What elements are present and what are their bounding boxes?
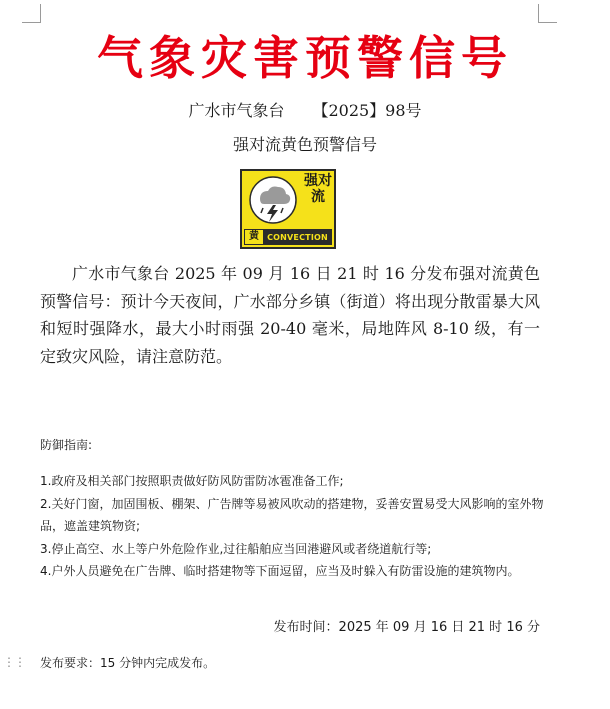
guide-item: 2.关好门窗，加固围板、棚架、广告牌等易被风吹动的搭建物，妥善安置易受大风影响的室外物品，遮盖建筑物资; [40,496,544,533]
drag-handle-icon[interactable]: ⋮⋮ [3,655,25,669]
release-time: 发布时间：2025 年 09 月 16 日 21 时 16 分 [273,620,540,635]
crop-mark-top-right [538,4,557,23]
badge-bottom-bar [244,229,332,245]
defense-guide-list [40,470,550,583]
document-number: 【2025】98号 [312,101,422,120]
thunderstorm-icon [248,175,298,225]
warning-body-text: 广水市气象台 2025 年 09 月 16 日 21 时 16 分发布强对流黄色预警信号：预计今天夜间，广水部分乡镇（街道）将出现分散雷暴大风和短时强降水，最大小时雨强 20-40 毫米，局地阵风 8-10 级，有一定致灾风险，请注意防范。 [40,264,540,366]
warning-badge [240,169,336,249]
issuer-name: 广水市气象台 [188,101,285,120]
guide-item: 1.政府及相关部门按照职责做好防风防雷防冰雹准备工作; [40,474,344,488]
badge-english-label: CONVECTION [267,232,328,242]
signal-name: 强对流黄色预警信号 [232,135,377,154]
release-requirement: 发布要求：15 分钟内完成发布。 [40,656,216,670]
document-title: 气象灾害预警信号 [97,31,513,85]
issuer-and-number [0,100,610,122]
badge-level-char: 黄 [245,230,263,244]
badge-vertical-text: 强对流 [304,173,332,205]
guide-item: 3.停止高空、水上等户外危险作业,过往船舶应当回港避风或者绕道航行等; [40,541,432,556]
crop-mark-top-left [22,4,41,23]
guide-item: 4.户外人员避免在广告牌、临时搭建物等下面逗留，应当及时躲入有防雷设施的建筑物内。 [40,564,520,578]
defense-guide-heading: 防御指南: [40,438,93,452]
